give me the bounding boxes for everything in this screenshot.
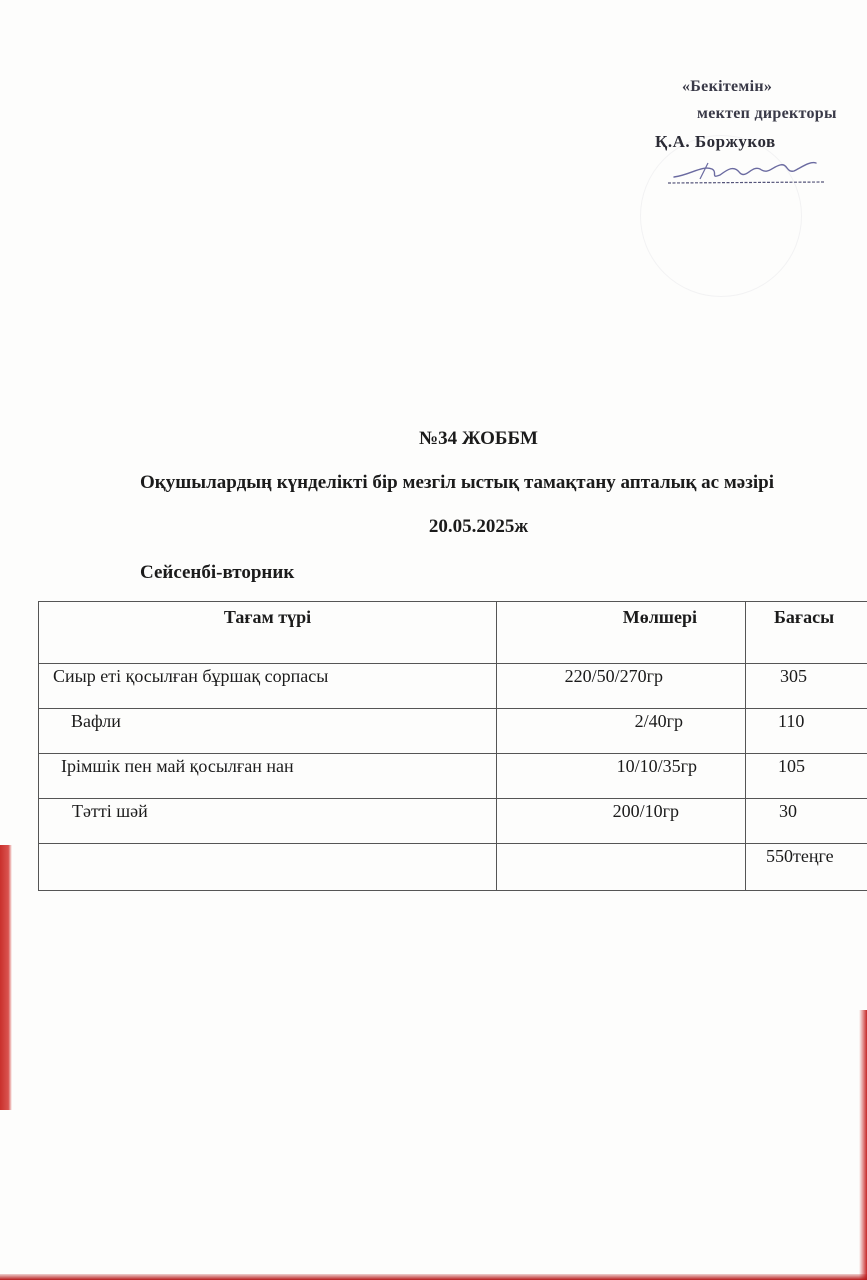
- director-signature: [660, 155, 830, 187]
- dish-price: 105: [746, 754, 867, 799]
- menu-title: Оқушылардың күнделікті бір мезгіл ыстық тамақтану апталық ас мәзірі: [140, 472, 774, 493]
- approval-role: мектеп директоры: [697, 105, 837, 122]
- table-row: [39, 664, 867, 709]
- dish-price: 30: [746, 799, 867, 844]
- dish-quantity: 200/10гр: [497, 799, 746, 844]
- table-row: [39, 799, 867, 844]
- weekday-label: Сейсенбі-вторник: [140, 562, 295, 583]
- header-price: Бағасы: [746, 602, 867, 664]
- director-name: Қ.А. Боржуков: [655, 132, 776, 151]
- dish-name: Сиыр еті қосылған бұршақ сорпасы: [39, 664, 497, 709]
- dish-name: Вафли: [39, 709, 497, 754]
- total-empty-cell: [497, 844, 746, 891]
- dish-name: Ірімшік пен май қосылған нан: [39, 754, 497, 799]
- dish-price: 305: [746, 664, 867, 709]
- approval-block: [600, 75, 867, 255]
- total-row: [39, 844, 867, 891]
- dish-quantity: 10/10/35гр: [497, 754, 746, 799]
- table-header-row: [39, 602, 867, 664]
- table-row: [39, 709, 867, 754]
- menu-date: 20.05.2025ж: [428, 516, 529, 537]
- page-edge-mark-left: [0, 845, 12, 1110]
- header-quantity: Мөлшері: [497, 602, 746, 664]
- dish-name: Тәтті шәй: [39, 799, 497, 844]
- dish-quantity: 220/50/270гр: [497, 664, 746, 709]
- total-price: 550теңге: [746, 844, 867, 891]
- page-edge-mark-bottom: [0, 1274, 867, 1280]
- menu-table: [38, 601, 867, 891]
- dish-price: 110: [746, 709, 867, 754]
- school-name: №34 ЖОББМ: [419, 428, 538, 449]
- header-dish-type: Тағам түрі: [39, 602, 497, 664]
- dish-quantity: 2/40гр: [497, 709, 746, 754]
- page-edge-mark-right: [859, 1010, 867, 1280]
- table-row: [39, 754, 867, 799]
- approval-label: «Бекітемін»: [682, 78, 773, 95]
- total-empty-cell: [39, 844, 497, 891]
